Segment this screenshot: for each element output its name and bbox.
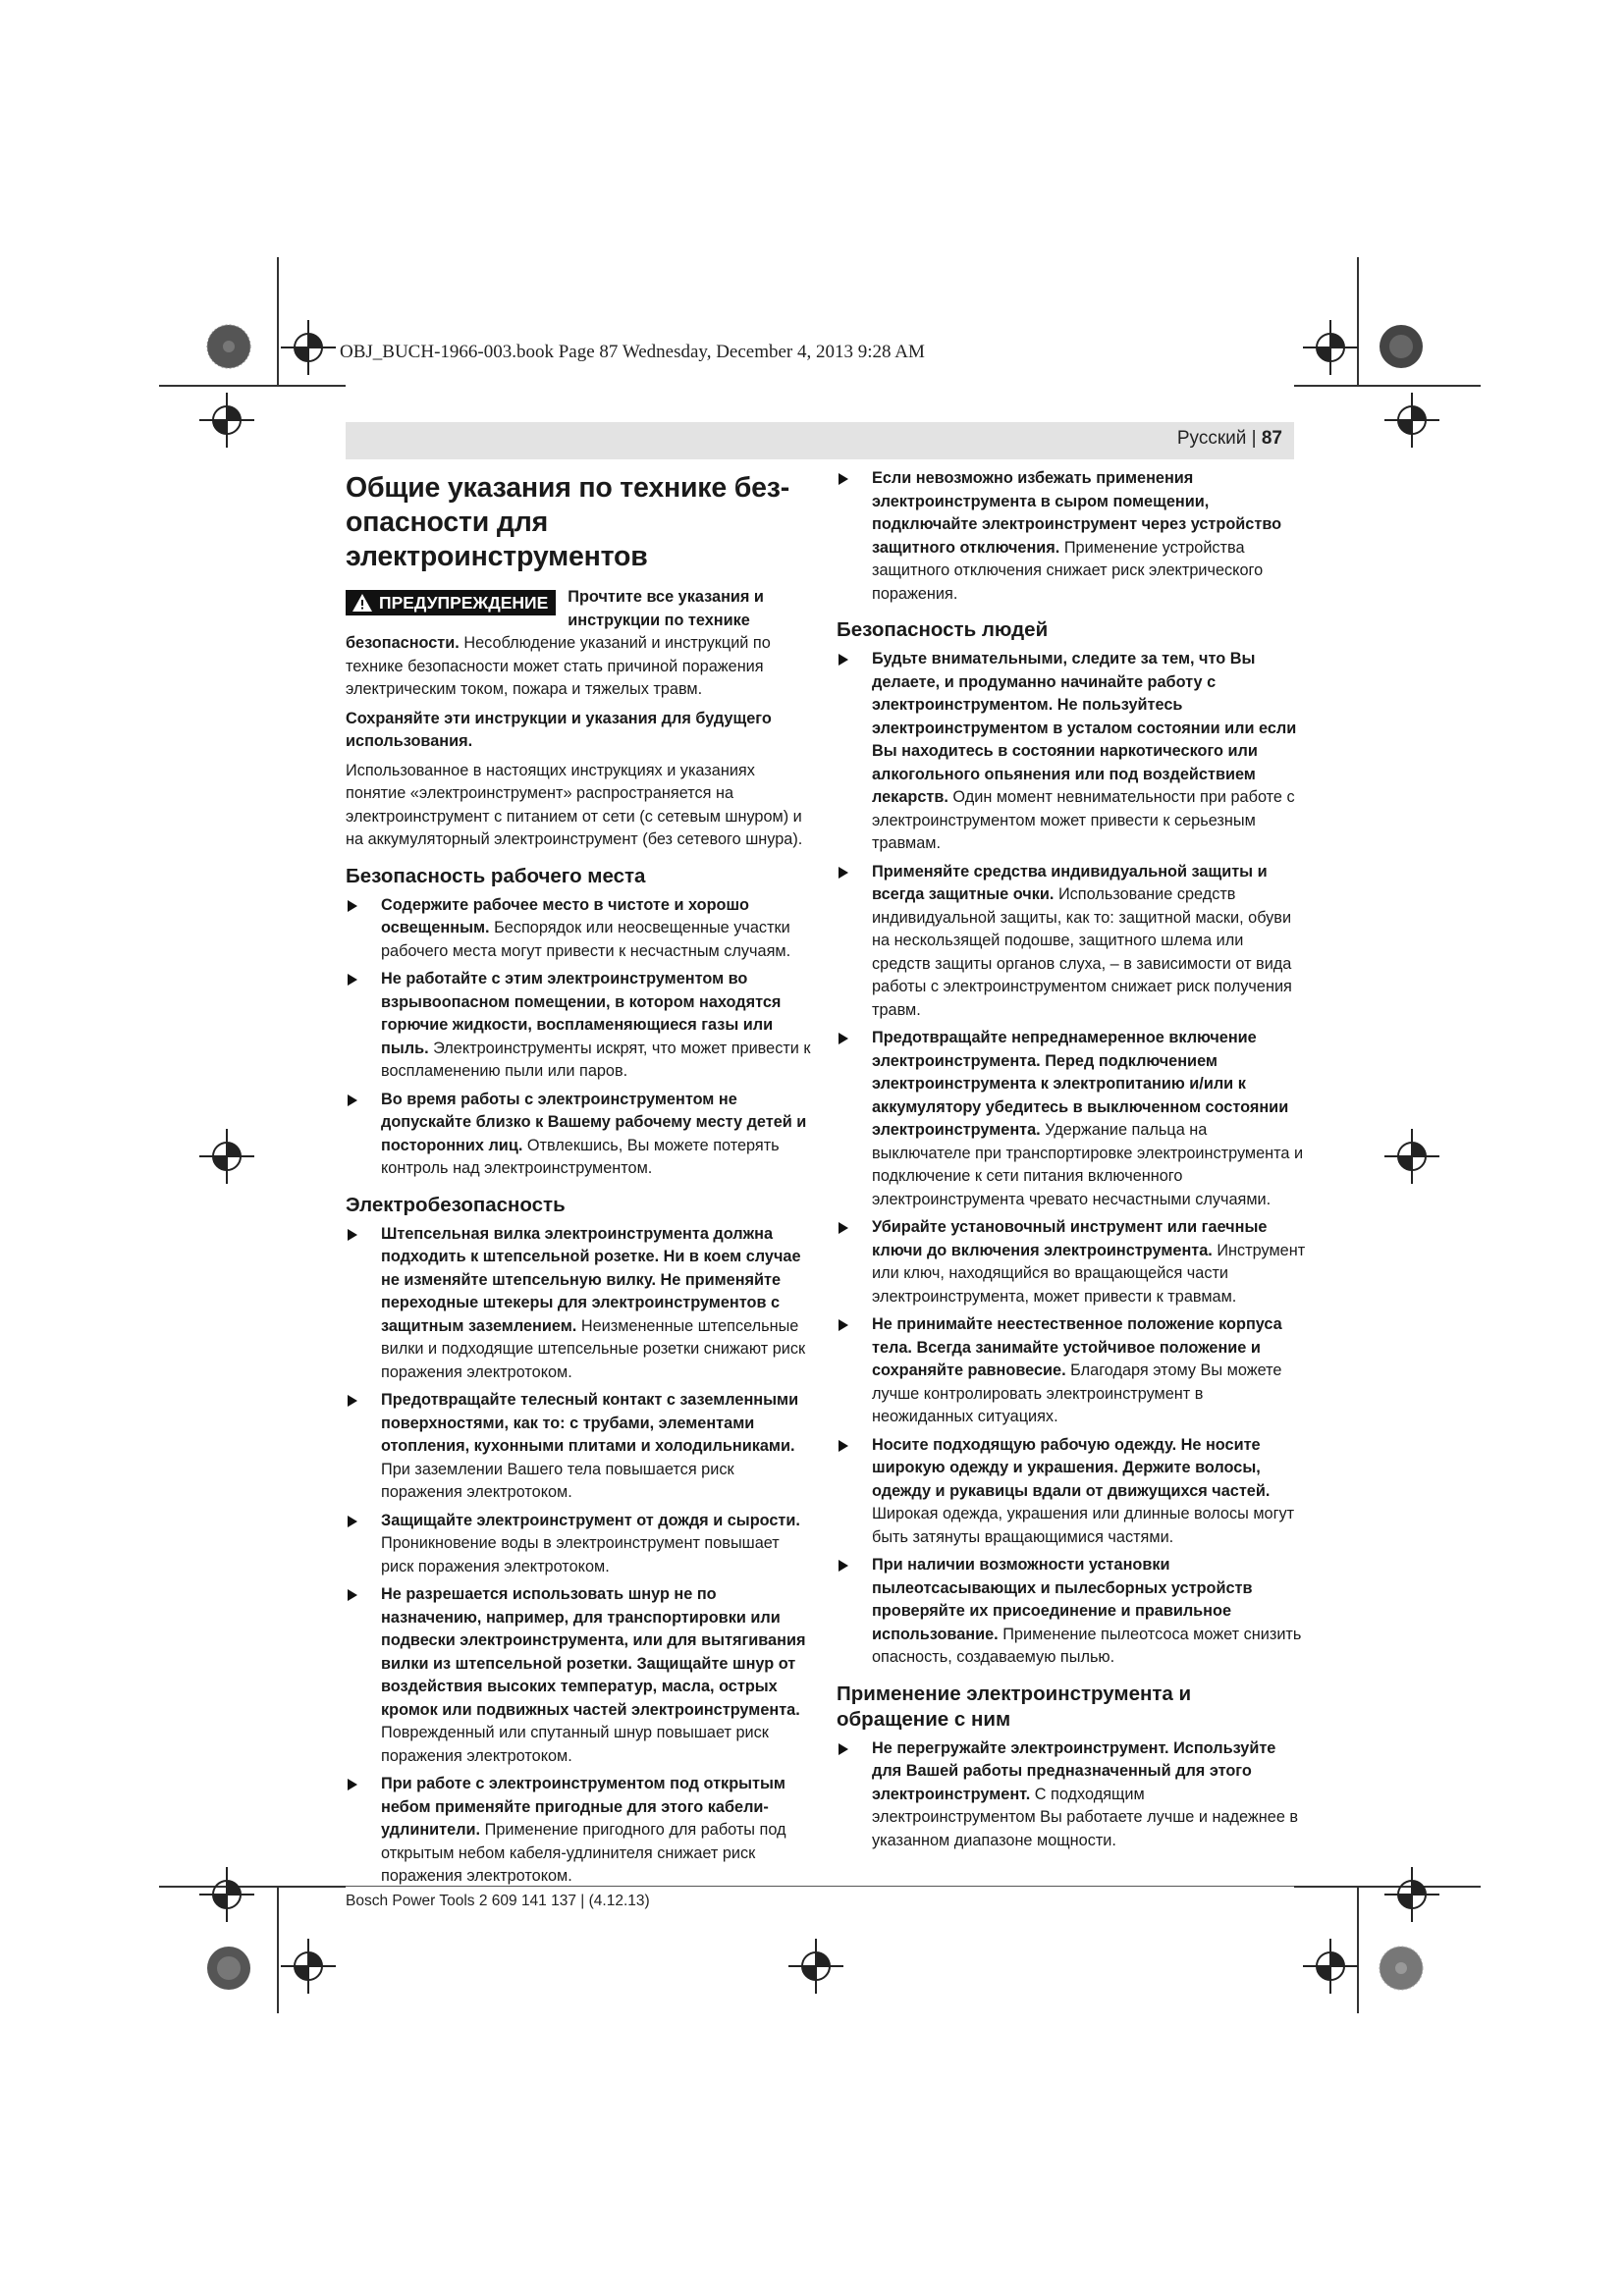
- registration-mark-icon: [199, 1129, 254, 1184]
- triangle-bullet-icon: [348, 1589, 357, 1601]
- list-item: [837, 1216, 1306, 1308]
- triangle-bullet-icon: [348, 1395, 357, 1407]
- item-bold-text: При наличии возможности установки пылеотсасывающих и пылесборных устройств проверяйте их присоединение и правильное использование.: [872, 1556, 1253, 1643]
- workplace-safety-list: [346, 894, 815, 1181]
- list-item: [346, 1583, 815, 1768]
- page-header: [1177, 428, 1282, 450]
- triangle-bullet-icon: [839, 473, 848, 485]
- item-text: Беспорядок или неосвещенные участки рабочего места могут привести к несчастным случаям.: [381, 919, 791, 960]
- left-column: [346, 463, 815, 1894]
- triangle-bullet-icon: [348, 1516, 357, 1527]
- tool-use-list: [837, 1737, 1306, 1853]
- triangle-bullet-icon: [348, 1229, 357, 1241]
- save-instructions: Сохраняйте эти инструкции и указания для будущего использования.: [346, 709, 772, 750]
- item-bold-text: Не работайте с этим электроинструментом во взрывоопасном помещении, в котором находятся горючие жидкости, воспламеняющиеся газы или пыль.: [381, 970, 782, 1057]
- item-text: Электроинструменты искрят, что может привести к воспламенению пыли или паров.: [381, 1039, 811, 1080]
- triangle-bullet-icon: [839, 654, 848, 666]
- item-text: Применение пригодного для работы под открытым небом кабеля-удлинителя снижает риск поражения электротоком.: [381, 1821, 786, 1885]
- triangle-bullet-icon: [348, 1095, 357, 1106]
- right-column: [837, 463, 1306, 1857]
- triangle-bullet-icon: [839, 1033, 848, 1044]
- item-bold-text: Предотвращайте непреднамеренное включение электроинструмента. Перед подключением электроинструмента к электропитанию и/или к аккумулятору убедитесь в выключенном состоянии электроинструмента.: [872, 1029, 1289, 1139]
- footer-doc-number: 2 609 141 137: [478, 1893, 576, 1909]
- registration-mark-icon: [1303, 320, 1358, 375]
- list-item: [346, 1510, 815, 1579]
- color-target-icon: [1379, 324, 1424, 369]
- item-text: Инструмент или ключ, находящийся во вращающейся части электроинструмента, может привести к травмам.: [872, 1241, 1306, 1306]
- registration-mark-icon: [1303, 1939, 1358, 1994]
- item-bold-text: Во время работы с электроинструментом не допускайте близко к Вашему рабочему месту детей и посторонних лиц.: [381, 1090, 807, 1154]
- registration-mark-icon: [281, 1939, 336, 1994]
- registration-mark-icon: [1384, 393, 1439, 448]
- registration-mark-icon: [199, 1867, 254, 1922]
- triangle-bullet-icon: [839, 1222, 848, 1234]
- warning-label: ПРЕДУПРЕЖДЕНИЕ: [379, 593, 549, 613]
- registration-mark-icon: [1384, 1129, 1439, 1184]
- workplace-safety-heading: Безопасность рабочего места: [346, 864, 646, 887]
- print-job-line: OBJ_BUCH-1966-003.book Page 87 Wednesday, December 4, 2013 9:28 AM: [340, 342, 925, 362]
- list-item: [346, 1089, 815, 1181]
- item-text: Применение устройства защитного отключения снижает риск электрического поражения.: [872, 538, 1264, 603]
- item-bold-text: Применяйте средства индивидуальной защиты и всегда защитные очки.: [872, 862, 1268, 903]
- list-item: [346, 1223, 815, 1385]
- color-target-icon: [206, 324, 251, 369]
- header-separator: |: [1251, 428, 1257, 449]
- page-header-bar: [346, 422, 1294, 459]
- list-item: [837, 1737, 1306, 1853]
- list-item: [837, 1027, 1306, 1211]
- item-text: Поврежденный или спутанный шнур повышает риск поражения электротоком.: [381, 1724, 769, 1765]
- triangle-bullet-icon: [348, 900, 357, 912]
- list-item: [346, 968, 815, 1084]
- list-item: [346, 1773, 815, 1889]
- list-item: [837, 1313, 1306, 1429]
- personal-safety-heading: Безопасность людей: [837, 618, 1049, 641]
- tool-use-heading: Применение электроинструмента и обращение с ним: [837, 1682, 1192, 1731]
- triangle-bullet-icon: [839, 1743, 848, 1755]
- page-footer: [346, 1893, 650, 1910]
- triangle-bullet-icon: [839, 1319, 848, 1331]
- item-text: Применение пылеотсоса может снизить опасность, создаваемую пылью.: [872, 1625, 1302, 1666]
- list-item: [837, 1554, 1306, 1670]
- item-text: Проникновение воды в электроинструмент повышает риск поражения электротоком.: [381, 1534, 780, 1575]
- personal-safety-list: [837, 648, 1306, 1670]
- item-text: Использование средств индивидуальной защиты, как то: защитной маски, обуви на нескользящей подошве, защитного шлема или средств защиты органов слуха, – в зависимости от вида работы с электроинструментом снижает риск получения травм.: [872, 885, 1292, 1019]
- electrical-safety-list: [346, 1223, 815, 1889]
- list-item: [346, 1389, 815, 1505]
- warning-triangle-icon: [352, 593, 373, 613]
- item-text: Неизмененные штепсельные вилки и подходящие штепсельные розетки снижают риск поражения электротоком.: [381, 1316, 806, 1381]
- triangle-bullet-icon: [348, 974, 357, 986]
- item-bold-text: Не разрешается использовать шнур не по назначению, например, для транспортировки или подвески электроинструмента, или для вытягивания вилки из штепсельной розетки. Защищайте шнур от воздействия высоких температур, масла, острых кромок или подвижных частей электроинструмента.: [381, 1585, 806, 1719]
- electrical-safety-heading: Электробезопасность: [346, 1193, 566, 1216]
- crop-line: [159, 385, 346, 387]
- crop-line: [277, 257, 279, 385]
- registration-mark-icon: [1384, 1867, 1439, 1922]
- item-text: Благодаря этому Вы можете лучше контролировать электроинструмент в неожиданных ситуациях.: [872, 1362, 1282, 1425]
- item-bold-text: Не перегружайте электроинструмент. Используйте для Вашей работы предназначенный для этого электроинструмент.: [872, 1738, 1276, 1803]
- item-text: Один момент невнимательности при работе с электроинструментом может привести к серьезным травмам.: [872, 788, 1295, 852]
- footer-rule: [346, 1886, 1294, 1887]
- color-target-icon: [206, 1946, 251, 1991]
- registration-mark-icon: [199, 393, 254, 448]
- item-bold-text: Не принимайте неестественное положение корпуса тела. Всегда занимайте устойчивое положение и сохраняйте равновесие.: [872, 1315, 1282, 1379]
- electrical-safety-list-continued: [837, 467, 1306, 606]
- triangle-bullet-icon: [348, 1779, 357, 1790]
- item-bold-text: При работе с электроинструментом под открытым небом применяйте пригодные для этого кабели-удлинители.: [381, 1775, 785, 1839]
- triangle-bullet-icon: [839, 1560, 848, 1572]
- color-target-icon: [1379, 1946, 1424, 1991]
- crop-line: [1294, 385, 1481, 387]
- list-item: [837, 1434, 1306, 1550]
- item-text: Удержание пальца на выключателе при транспортировке электроинструмента и подключение к сети питания включенного электроинструмента чревато несчастными случаями.: [872, 1121, 1304, 1208]
- footer-separator: |: [580, 1893, 585, 1909]
- warning-badge: [346, 590, 556, 615]
- registration-mark-icon: [788, 1939, 843, 1994]
- item-bold-text: Штепсельная вилка электроинструмента должна подходить к штепсельной розетке. Ни в коем случае не изменяйте штепсельную вилку. Не применяйте переходные штекеры для электроинструментов с защитным заземлением.: [381, 1224, 801, 1335]
- list-item: [346, 894, 815, 964]
- section-title: Общие указания по технике без-опасности для электроинструментов: [346, 472, 790, 572]
- item-bold-text: Если невозможно избежать применения электроинструмента в сыром помещении, подключайте электроинструмент через устройство защитного отключения.: [872, 469, 1282, 557]
- warning-text: Несоблюдение указаний и инструкций по технике безопасности может стать причиной поражения электрическим током, пожара и тяжелых травм.: [346, 634, 771, 698]
- list-item: [837, 648, 1306, 856]
- item-bold-text: Защищайте электроинструмент от дождя и сырости.: [381, 1511, 800, 1529]
- registration-mark-icon: [281, 320, 336, 375]
- page-number: 87: [1261, 428, 1282, 449]
- item-text: Отвлекшись, Вы можете потерять контроль над электроинструментом.: [381, 1136, 780, 1177]
- crop-line: [277, 1886, 279, 2013]
- item-text: С подходящим электроинструментом Вы работаете лучше и надежнее в указанном диапазоне мощности.: [872, 1785, 1299, 1849]
- item-text: Широкая одежда, украшения или длинные волосы могут быть затянуты вращающимися частями.: [872, 1505, 1295, 1546]
- item-bold-text: Носите подходящую рабочую одежду. Не носите широкую одежду и украшения. Держите волосы, одежду и рукавицы вдали от движущихся частей.: [872, 1435, 1271, 1500]
- warning-block: [346, 586, 815, 702]
- footer-date: (4.12.13): [588, 1893, 650, 1909]
- footer-brand: Bosch Power Tools: [346, 1893, 475, 1909]
- header-language: Русский: [1176, 428, 1247, 449]
- item-text: При заземлении Вашего тела повышается риск поражения электротоком.: [381, 1460, 734, 1501]
- item-bold-text: Убирайте установочный инструмент или гаечные ключи до включения электроинструмента.: [872, 1218, 1268, 1259]
- triangle-bullet-icon: [839, 867, 848, 879]
- definition-paragraph: Использованное в настоящих инструкциях и указаниях понятие «электроинструмент» распространяется на электроинструмент с питанием от сети (с сетевым шнуром) и на аккумуляторный электроинструмент (без сетевого шнура).: [346, 761, 803, 848]
- item-bold-text: Будьте внимательными, следите за тем, что Вы делаете, и продуманно начинайте работу с электроинструментом. Не пользуйтесь электроинструментом в усталом состоянии или если Вы находитесь в состоянии наркотического или алкогольного опьянения или под воздействием лекарств.: [872, 650, 1297, 806]
- warning-lead: Прочтите все указания и инструкции по технике безопасности.: [346, 588, 764, 652]
- list-item: [837, 467, 1306, 606]
- list-item: [837, 861, 1306, 1023]
- item-bold-text: Содержите рабочее место в чистоте и хорошо освещенным.: [381, 895, 749, 936]
- item-bold-text: Предотвращайте телесный контакт с заземленными поверхностями, как то: с трубами, элементами отопления, кухонными плитами и холодильниками.: [381, 1391, 799, 1455]
- triangle-bullet-icon: [839, 1440, 848, 1452]
